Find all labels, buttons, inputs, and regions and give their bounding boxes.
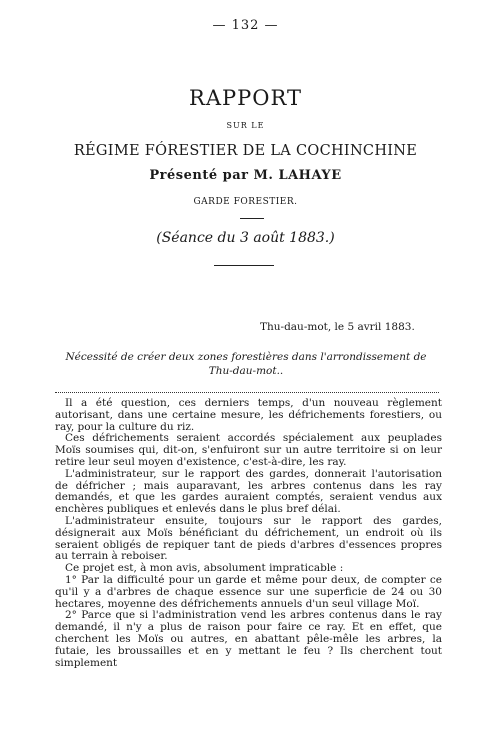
letter-dateline: Thu-dau-mot, le 5 avril 1883. <box>260 321 415 333</box>
sur-le-line: SUR LE <box>226 121 265 130</box>
subject-line: Nécessité de créer deux zones forestières dans l'arrondissement de Thu-dau-mot.. <box>65 351 427 377</box>
divider-short <box>240 218 264 219</box>
paragraph: Il a été question, ces derniers temps, d'un nouveau règlement autorisant, dans une certaine mesure, les défrichements forestiers, ou ray, pour la culture du riz. <box>55 397 442 433</box>
dotted-separator <box>55 392 439 393</box>
paragraph: L'administrateur ensuite, toujours sur le rapport des gardes, désignerait aux Moïs bénéficiant du défrichement, un endroit où ils seraient obligés de repiquer tant de pieds d'arbres d'essences propres au terrain à reboiser. <box>55 514 442 563</box>
seance-date: (Séance du 3 août 1883.) <box>156 230 335 246</box>
author-role: GARDE FORESTIER. <box>193 197 298 207</box>
report-title: RAPPORT <box>189 86 302 110</box>
paragraph: Ces défrichements seraient accordés spécialement aux peuplades Moïs soumises qui, dit-on, s'enfuiront sur un autre territoire si on leur retire leur seul moyen d'existence, c'est-à-dire, les ray. <box>55 432 442 468</box>
paragraph: 1° Par la difficulté pour un garde et même pour deux, de compter ce qu'il y a d'arbres de chaque essence sur une superficie de 24 ou 30 hectares, moyenne des défrichements annuels d'un seul village Moï. <box>55 573 442 610</box>
author-line: Présenté par M. LAHAYE <box>149 168 342 183</box>
body-text <box>55 398 442 669</box>
regime-line: RÉGIME FÓRESTIER DE LA COCHINCHINE <box>73 143 418 159</box>
paragraph: Ce projet est, à mon avis, absolument impraticable : <box>65 562 344 575</box>
divider <box>214 265 274 266</box>
page-number: — 132 — <box>212 18 279 33</box>
paragraph: 2° Parce que si l'administration vend les arbres contenus dans le ray demandé, il n'y a plus de raison pour faire ce ray. Et en effet, que cherchent les Moïs ou autres, en abattant pêle-mêle les arbres, la futaie, les broussailles et en y mettant le feu ? Ils cherchent tout simplement <box>55 609 442 669</box>
paragraph: L'administrateur, sur le rapport des gardes, donnerait l'autorisation de défricher ; mais auparavant, les arbres contenus dans les ray demandés, et que les gardes auraient comptés, seraient vendus aux enchères publiques et enlevés dans le plus bref délai. <box>55 467 442 516</box>
